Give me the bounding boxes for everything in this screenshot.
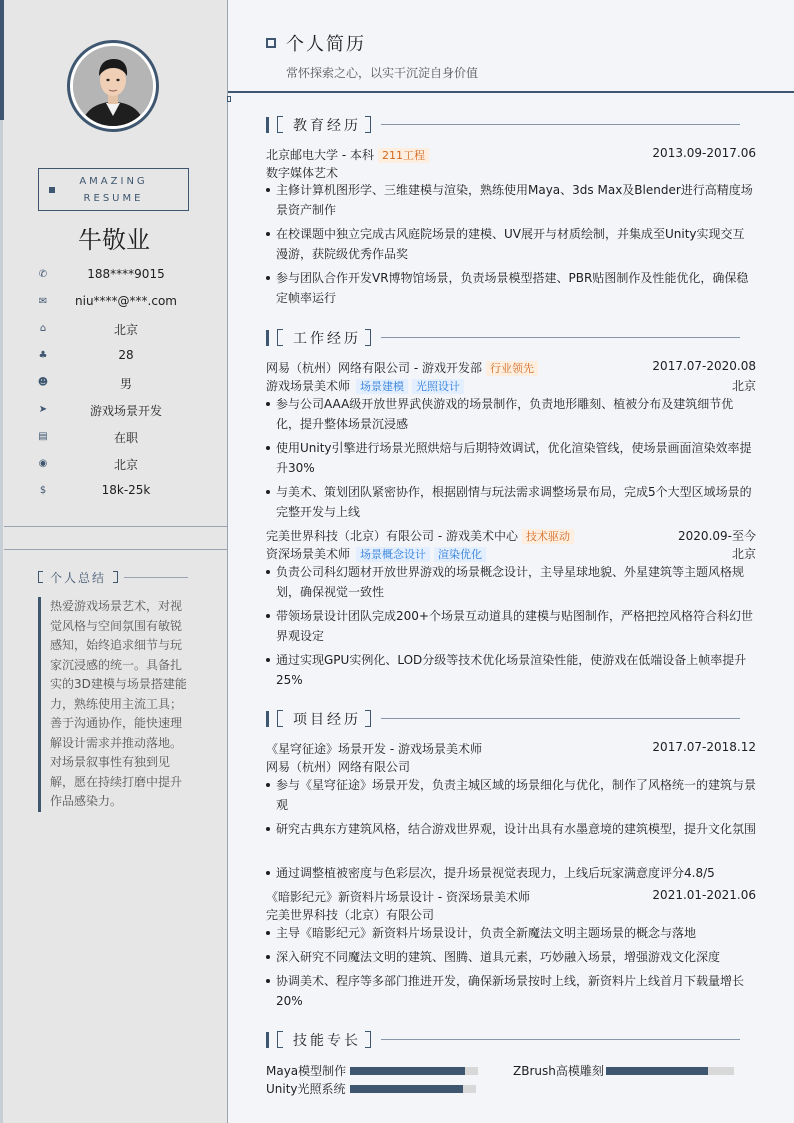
info-location [36, 455, 196, 473]
job-role: 游戏场景美术师 [266, 379, 351, 393]
list-item: 带领场景设计团队完成200+个场景互动道具的建模与贴图制作，严格把控风格符合科幻世界观设定 [266, 606, 756, 646]
company-name: 完美世界科技（北京）有限公司 - 游戏美术中心 [266, 529, 518, 543]
list-item: 参与公司AAA级开放世界武侠游戏的场景制作，负责地形雕刻、植被分布及建筑细节优化，提升整体场景沉浸感 [266, 394, 756, 434]
smile-icon: ☻ [37, 377, 49, 388]
info-target-job [36, 401, 196, 419]
page-title: 个人简历 [286, 34, 366, 55]
project-row [266, 740, 756, 756]
role-tag: 场景概念设计 [356, 547, 430, 562]
badge-line-2: RESUME [83, 193, 144, 204]
project-name: 《暗影纪元》新资料片场景设计 - 资深场景美术师 [266, 890, 530, 904]
job-row [266, 359, 756, 375]
sidebar-accent-strip [0, 0, 4, 120]
skill-bar [350, 1085, 476, 1093]
sidebar-divider [4, 549, 227, 550]
project-company-row [266, 906, 756, 922]
section-bar [266, 711, 269, 727]
info-email [36, 293, 196, 311]
sidebar-accent-strip-lower [0, 120, 3, 1123]
bracket-right-icon [365, 329, 371, 346]
bracket-left-icon [277, 1031, 283, 1048]
company-name: 网易（杭州）网络有限公司 - 游戏开发部 [266, 361, 482, 375]
list-item: 参与团队合作开发VR博物馆场景，负责场景模型搭建、PBR贴图制作及性能优化，确保稳定帧率运行 [266, 268, 756, 308]
section-title: 项目经历 [293, 712, 361, 728]
bracket-right-icon [365, 710, 371, 727]
money-icon: $ [39, 485, 47, 496]
school-name: 北京邮电大学 - 本科 [266, 148, 374, 162]
bracket-right-icon [365, 116, 371, 133]
send-icon: ➤ [38, 404, 48, 415]
badge-square-icon [49, 187, 55, 193]
home-icon: ⌂ [39, 323, 47, 334]
info-status [36, 428, 196, 446]
list-item: 通过实现GPU实例化、LOD分级等技术优化场景渲染性能，使游戏在低端设备上帧率提升25% [266, 650, 756, 690]
section-bar [266, 117, 269, 133]
project-row [266, 888, 756, 904]
skill-name: Unity光照系统 [266, 1082, 346, 1096]
project-name: 《星穹征途》场景开发 - 游戏场景美术师 [266, 742, 482, 756]
bracket-left-icon [277, 329, 283, 346]
title-square-icon [266, 38, 276, 48]
cake-icon: ♣ [38, 350, 48, 361]
skill-item [266, 1081, 476, 1095]
job-role-row [266, 545, 756, 561]
section-title: 工作经历 [293, 331, 361, 347]
section-heading-projects [266, 710, 740, 728]
summary-heading-rule [124, 577, 188, 578]
resume-badge [38, 168, 189, 211]
section-rule [381, 718, 740, 719]
info-value: 男 [119, 377, 132, 391]
job-city: 北京 [731, 379, 756, 393]
education-row [266, 146, 756, 162]
skill-fill [350, 1085, 463, 1093]
summary-title: 个人总结 [50, 571, 107, 585]
info-phone [36, 266, 196, 284]
mail-icon: ✉ [38, 296, 48, 307]
school-tag: 211工程 [378, 148, 429, 163]
bracket-right-icon [113, 571, 118, 583]
role-tag: 渲染优化 [434, 547, 486, 562]
job-date: 2017.07-2020.08 [652, 359, 756, 373]
education-date: 2013.09-2017.06 [652, 146, 756, 160]
skill-item [513, 1063, 734, 1077]
role-tag: 场景建模 [356, 379, 408, 394]
badge-line-1: AMAZING [79, 176, 148, 187]
list-item: 参与《星穹征途》场景开发，负责主城区域的场景细化与优化，制作了风格统一的建筑与景观 [266, 775, 756, 815]
info-age [36, 347, 196, 365]
info-value: niu****@***.com [75, 294, 177, 308]
page-subtitle: 常怀探索之心，以实干沉淀自身价值 [286, 66, 479, 80]
list-item: 负责公司科幻题材开放世界游戏的场景概念设计，主导星球地貌、外星建筑等主题风格规划，确保视觉一致性 [266, 562, 756, 602]
company-tag: 技术驱动 [522, 529, 574, 544]
list-item: 主导《暗影纪元》新资料片场景设计，负责全新魔法文明主题场景的概念与落地 [266, 923, 756, 943]
section-title: 技能专长 [293, 1033, 361, 1049]
info-value: 北京 [113, 323, 138, 337]
section-heading-skills [266, 1031, 740, 1049]
project-date: 2017.07-2018.12 [652, 740, 756, 754]
header-corner-mark [227, 96, 231, 102]
summary-heading [38, 569, 188, 585]
person-name: 牛敬业 [78, 226, 150, 254]
info-value: 北京 [113, 458, 138, 472]
list-item: 在校课题中独立完成古风庭院场景的建模、UV展开与材质绘制，并集成至Unity实现交互漫游，获院级优秀作品奖 [266, 224, 756, 264]
bracket-left-icon [277, 116, 283, 133]
skill-fill [606, 1067, 708, 1075]
project-company: 完美世界科技（北京）有限公司 [266, 908, 435, 922]
section-title: 教育经历 [293, 118, 361, 134]
section-rule [381, 1039, 740, 1040]
skill-bar [606, 1067, 734, 1075]
project-company-row [266, 758, 756, 774]
list-item: 使用Unity引擎进行场景光照烘焙与后期特效调试，优化渲染管线，使场景画面渲染效率提升30% [266, 438, 756, 478]
company-tag: 行业领先 [486, 361, 538, 376]
info-gender [36, 374, 196, 392]
job-role: 资深场景美术师 [266, 547, 351, 561]
section-rule [381, 124, 740, 125]
job-city: 北京 [731, 547, 756, 561]
summary-text: 热爱游戏场景艺术，对视觉风格与空间氛围有敏锐感知，始终追求细节与玩家沉浸感的统一。具备扎实的3D建模与场景搭建能力，熟练使用主流工具；善于沟通协作，能快速理解设计需求并推动落地。对场景叙事性有独到见解，愿在持续打磨中提升作品感染力。 [38, 597, 188, 812]
skill-name: ZBrush高模雕刻 [513, 1064, 604, 1078]
skill-bar [350, 1067, 478, 1075]
section-heading-work [266, 329, 740, 347]
phone-icon: ✆ [38, 269, 48, 280]
section-rule [381, 337, 740, 338]
education-major: 数字媒体艺术 [266, 166, 339, 180]
page-header [228, 0, 794, 93]
section-heading-education [266, 116, 740, 134]
skill-name: Maya模型制作 [266, 1064, 347, 1078]
list-item: 通过调整植被密度与色彩层次，提升场景视觉表现力，上线后玩家满意度评分4.8/5 [266, 863, 756, 883]
project-date: 2021.01-2021.06 [652, 888, 756, 902]
info-salary [36, 482, 196, 500]
info-value: 28 [118, 348, 134, 362]
job-role-row [266, 377, 756, 393]
skill-fill [350, 1067, 465, 1075]
location-icon: ◉ [38, 458, 48, 469]
section-bar [266, 1032, 269, 1048]
info-value: 游戏场景开发 [89, 404, 162, 418]
sidebar-divider [4, 526, 227, 527]
skill-item [266, 1063, 478, 1077]
education-major-row [266, 164, 756, 180]
info-value: 在职 [113, 431, 138, 445]
list-item: 深入研究不同魔法文明的建筑、图腾、道具元素，巧妙融入场景，增强游戏文化深度 [266, 947, 756, 967]
list-item: 研究古典东方建筑风格，结合游戏世界观，设计出具有水墨意境的建筑模型，提升文化氛围 [266, 819, 756, 839]
avatar [67, 40, 159, 132]
list-item: 协调美术、程序等多部门推进开发，确保新场景按时上线，新资料片上线首月下载量增长20% [266, 971, 756, 1011]
section-bar [266, 330, 269, 346]
sidebar [0, 0, 228, 1123]
job-row [266, 527, 756, 543]
bracket-left-icon [38, 571, 43, 583]
bracket-left-icon [277, 710, 283, 727]
bracket-right-icon [365, 1031, 371, 1048]
list-item: 主修计算机图形学、三维建模与渲染，熟练使用Maya、3ds Max及Blender进行高精度场景资产制作 [266, 180, 756, 220]
info-value: 18k-25k [101, 483, 151, 497]
info-home [36, 320, 196, 338]
project-company: 网易（杭州）网络有限公司 [266, 760, 411, 774]
briefcase-icon: ▤ [38, 431, 48, 442]
info-value: 188****9015 [87, 267, 165, 281]
job-date: 2020.09-至今 [678, 529, 756, 543]
role-tag: 光照设计 [412, 379, 464, 394]
list-item: 与美术、策划团队紧密协作，根据剧情与玩法需求调整场景布局，完成5个大型区域场景的完整开发与上线 [266, 482, 756, 522]
